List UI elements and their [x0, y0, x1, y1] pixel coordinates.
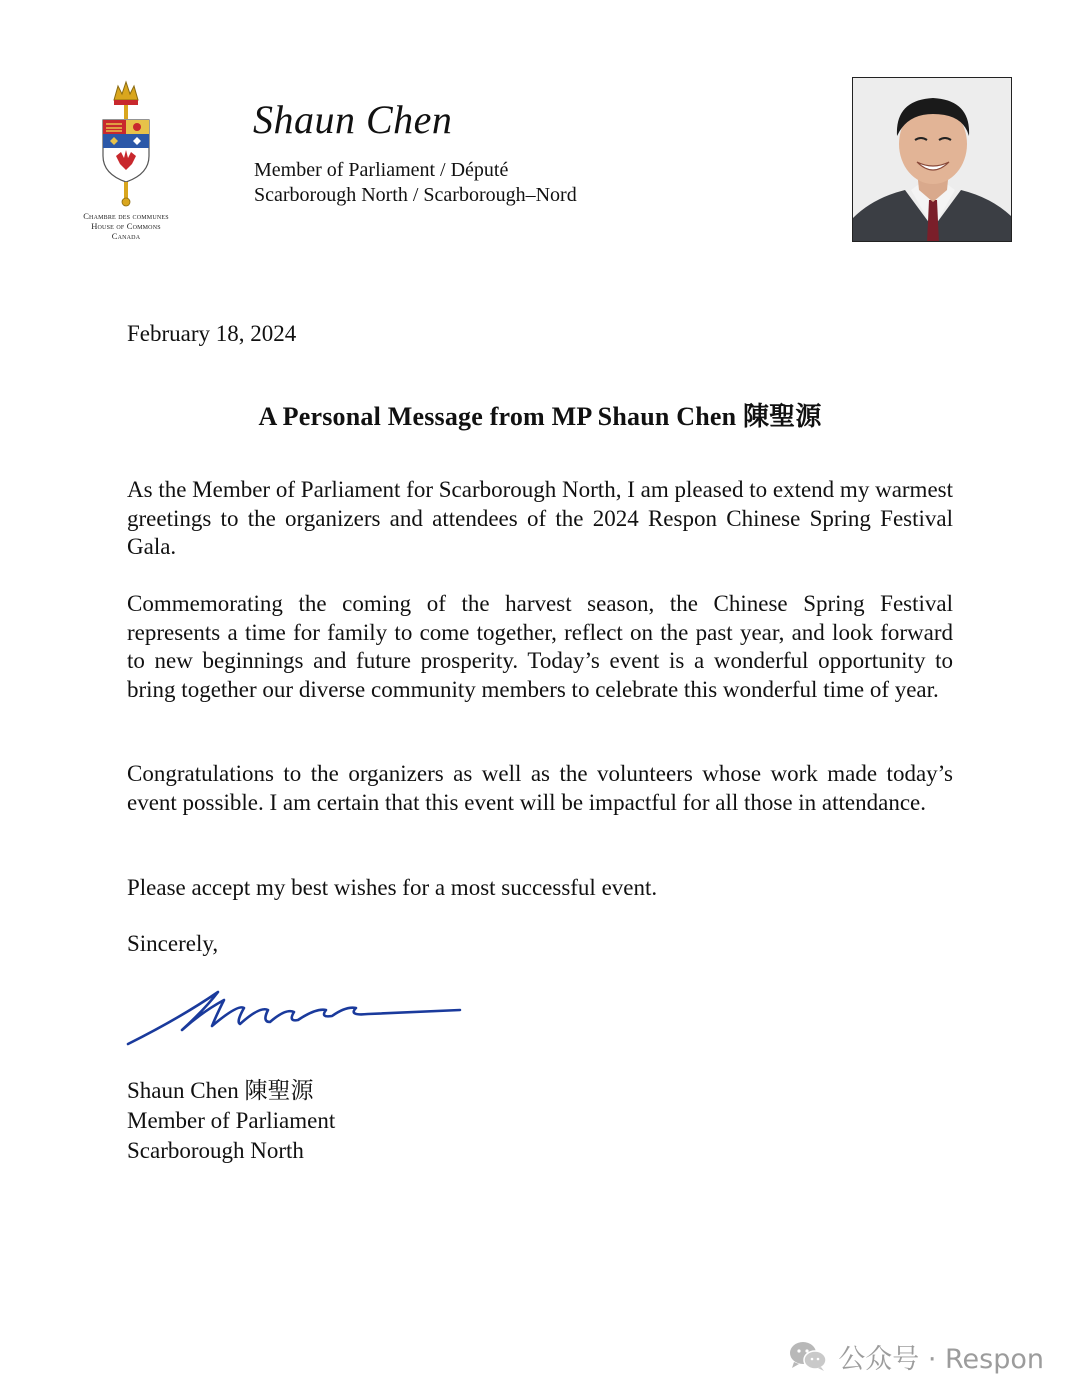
signoff-riding: Scarborough North — [127, 1138, 304, 1163]
letterhead-riding: Scarborough North / Scarborough–Nord — [254, 184, 577, 206]
crest-caption-country: Canada — [111, 231, 141, 241]
letter-paragraph: Congratulations to the organizers as well as the volunteers whose work made today’s event possible. I am certain that this event will be impactful for all those in attendance. — [127, 761, 953, 815]
letterhead-name: Shaun Chen — [253, 97, 453, 142]
wechat-icon — [788, 1340, 828, 1372]
watermark-text: 公众号 · Respon — [838, 1343, 1044, 1375]
crest-caption — [66, 211, 186, 241]
handwritten-signature — [120, 978, 470, 1053]
letter-title: A Personal Message from MP Shaun Chen 陳聖源 — [258, 402, 822, 431]
crest-caption-en: House of Commons — [91, 221, 161, 231]
wechat-watermark — [788, 1336, 1044, 1376]
signoff-title: Member of Parliament — [127, 1108, 336, 1133]
letter-paragraph: Please accept my best wishes for a most successful event. — [127, 875, 658, 900]
letter-paragraph: Commemorating the coming of the harvest season, the Chinese Spring Festival represents a time for family to come together, reflect on the past year, and look forward to new beginnings and future prosperity. Today’s event is a wonderful opportunity to bring together our diverse community members to celebrate this wonderful time of year. — [127, 591, 953, 702]
portrait-photo — [852, 77, 1012, 242]
crest-icon — [66, 78, 186, 208]
house-of-commons-crest — [66, 78, 186, 246]
letter-date: February 18, 2024 — [127, 321, 297, 346]
letter-paragraph: As the Member of Parliament for Scarborough North, I am pleased to extend my warmest greetings to the organizers and attendees of the 2024 Respon Chinese Spring Festival Gala. — [127, 477, 953, 559]
letter-closing: Sincerely, — [127, 931, 219, 956]
letterhead-title: Member of Parliament / Député — [254, 159, 509, 181]
signoff-name: Shaun Chen 陳聖源 — [127, 1078, 314, 1103]
crest-caption-fr: Chambre des communes — [83, 211, 169, 221]
